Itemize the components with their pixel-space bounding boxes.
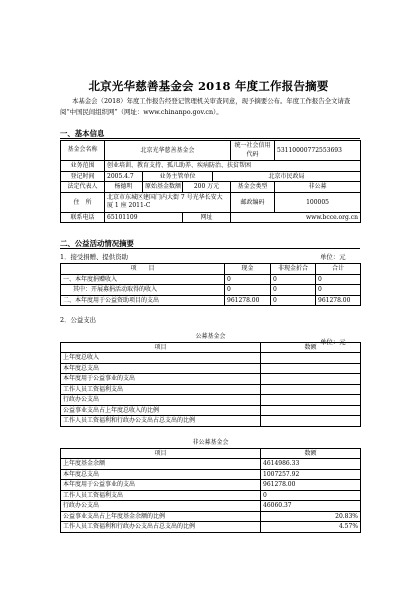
reg-date-value: 2005.4.7: [105, 171, 143, 182]
table-row: [61, 395, 361, 406]
table-header: 数额: [261, 448, 361, 459]
cash-cell: 0: [225, 285, 271, 296]
address-value: 北京市东城区建国门内大街 7 号光华长安大厦 1 座 2011-C: [105, 192, 231, 212]
intro-paragraph: 本基金会（2018）年度工作报告经登记管理机关审查同意，现予摘要公布。年度工作报告全文请查阅“中国民间组织网”（网址：www.chinanpo.gov.cn）。: [60, 97, 351, 116]
table-row: [61, 469, 361, 480]
row-label: 工作人员工资福利支出: [61, 490, 261, 501]
donations-table: [60, 263, 361, 306]
table-header: 合计: [316, 264, 361, 275]
phone-value: 65101109: [105, 212, 183, 223]
total-cell: 0: [316, 285, 361, 296]
value-cell: [261, 405, 361, 416]
noncash-cell: 0: [271, 285, 316, 296]
table-header: 项目: [61, 342, 261, 353]
row-label: 工作人员工资福利和行政办公支出占总支出的比例: [61, 416, 261, 427]
row-label: 上年度基金余额: [61, 459, 261, 470]
table-header: 数额: [261, 342, 361, 353]
public-foundation-table: [60, 332, 361, 427]
value-cell: [261, 416, 361, 427]
row-label: 公益事业支出占上年度总收入的比例: [61, 405, 261, 416]
value-cell: 1007257.92: [261, 469, 361, 480]
row-label: 二、本年度用于公益资助项目的支出: [61, 295, 225, 306]
value-cell: 0: [261, 490, 361, 501]
row-label: 本年度用于公益事业的支出: [61, 374, 261, 385]
value-cell: 20.83%: [261, 511, 361, 522]
row-label: 行政办公支出: [61, 501, 261, 512]
subsection-donations-heading: 1．接受捐赠、提供资助: [60, 253, 128, 261]
fund-amount-value: 200 万元: [183, 182, 231, 193]
foundation-type-value: 非公募: [275, 182, 361, 193]
value-cell: 4.57%: [261, 522, 361, 533]
zip-label: 邮政编码: [231, 192, 275, 212]
value-cell: 4614986.33: [261, 459, 361, 470]
row-label: 其中：开展募捐活动取得的收入: [61, 285, 225, 296]
row-label: 本年度总支出: [61, 363, 261, 374]
noncash-cell: 0: [271, 295, 316, 306]
unit-label: 单位：元: [320, 338, 346, 346]
table-row: [61, 480, 361, 491]
row-label: 公益事业支出占上年度基金余额的比例: [61, 511, 261, 522]
foundation-type-label: 基金会类型: [231, 182, 275, 193]
table-row: [61, 363, 361, 374]
table-header: 非现金折合: [271, 264, 316, 275]
reg-date-label: 登记时间: [61, 171, 105, 182]
table-caption: 非公募基金会: [192, 439, 229, 447]
table-row: [61, 405, 361, 416]
table-caption: 公募基金会: [195, 333, 226, 341]
cash-cell: 961278.00: [225, 295, 271, 306]
section-activities-heading: 二、公益活动情况摘要: [60, 239, 134, 248]
scope-label: 业务范围: [61, 161, 105, 172]
value-cell: 46060.37: [261, 501, 361, 512]
credit-code-value: 53110000772553693: [275, 141, 361, 161]
basic-info-table: [60, 140, 361, 223]
section-rule: [60, 138, 360, 139]
table-row: [61, 490, 361, 501]
row-label: 本年度用于公益事业的支出: [61, 480, 261, 491]
website-label: 网址: [183, 212, 231, 223]
legal-rep-value: 杨德明: [105, 182, 143, 193]
supervisor-label: 业务主管单位: [143, 171, 213, 182]
value-cell: [261, 374, 361, 385]
noncash-cell: 0: [271, 274, 316, 285]
row-label: 工作人员工资福利和行政办公支出占总支出的比例: [61, 522, 261, 533]
value-cell: [261, 353, 361, 364]
scope-value: 创业培训、教育支持、孤儿助养、疾病防治、扶贫帮困: [105, 161, 361, 172]
value-cell: 961278.00: [261, 480, 361, 491]
zip-value: 100005: [275, 192, 361, 212]
cash-cell: 0: [225, 274, 271, 285]
address-label: 住 所: [61, 192, 105, 212]
subsection-expenditure-heading: 2．公益支出: [60, 316, 97, 324]
foundation-name: 北京光华慈善基金会: [105, 141, 231, 161]
table-row: [61, 522, 361, 533]
table-row: [61, 384, 361, 395]
table-row: [61, 353, 361, 364]
website-value: www.bcce.org.cn: [231, 212, 361, 223]
table-row: [61, 295, 361, 306]
table-row: [61, 501, 361, 512]
name-label: 基金会名称: [61, 141, 105, 161]
row-label: 行政办公支出: [61, 395, 261, 406]
section-basic-info-heading: 一、基本信息: [60, 129, 105, 138]
legal-rep-label: 法定代表人: [61, 182, 105, 193]
row-label: 工作人员工资福利支出: [61, 384, 261, 395]
page-title: 北京光华慈善基金会 2018 年度工作报告摘要: [88, 79, 329, 93]
table-row: [61, 274, 361, 285]
table-row: [61, 285, 361, 296]
row-label: 一、本年度捐赠收入: [61, 274, 225, 285]
fund-amount-label: 原始基金数额: [143, 182, 183, 193]
row-label: 本年度总支出: [61, 469, 261, 480]
table-header: 项目: [61, 448, 261, 459]
total-cell: 961278.00: [316, 295, 361, 306]
value-cell: [261, 395, 361, 406]
section-rule: [60, 248, 360, 249]
supervisor-value: 北京市民政局: [213, 171, 361, 182]
table-header: 现金: [225, 264, 271, 275]
table-header: 项 目: [61, 264, 225, 275]
table-row: [61, 416, 361, 427]
total-cell: 0: [316, 274, 361, 285]
row-label: 上年度总收入: [61, 353, 261, 364]
table-row: [61, 511, 361, 522]
value-cell: [261, 384, 361, 395]
unit-label: 单位：元: [320, 253, 346, 261]
nonpublic-foundation-table: [60, 438, 361, 533]
phone-label: 联系电话: [61, 212, 105, 223]
credit-code-label: 统一社会信用代码: [231, 141, 275, 161]
value-cell: [261, 363, 361, 374]
table-row: [61, 459, 361, 470]
table-row: [61, 374, 361, 385]
